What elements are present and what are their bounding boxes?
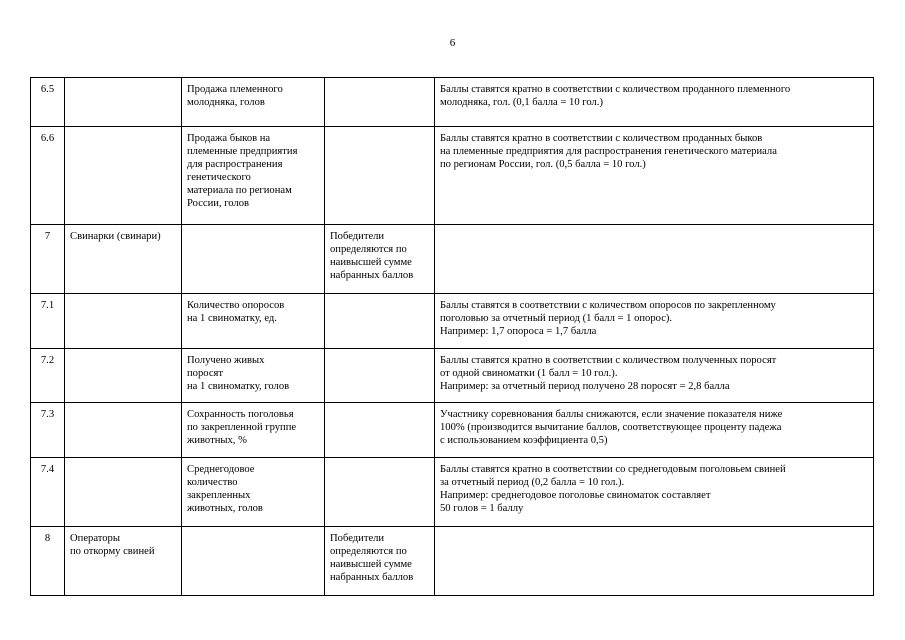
winners-cell xyxy=(325,349,435,403)
scoring-cell xyxy=(435,527,874,596)
indicator-cell xyxy=(182,527,325,596)
table-row xyxy=(31,458,874,527)
scoring-cell: Баллы ставятся кратно в соответствии с количеством проданного племенного молодняка, гол. (0,1 балла = 10 гол.) xyxy=(435,78,874,127)
row-number: 6.5 xyxy=(31,78,65,127)
row-number: 7 xyxy=(31,225,65,294)
row-number: 7.3 xyxy=(31,403,65,458)
table-row xyxy=(31,403,874,458)
category-cell xyxy=(65,127,182,225)
indicator-cell xyxy=(182,225,325,294)
indicator-cell: Сохранность поголовья по закрепленной группе животных, % xyxy=(182,403,325,458)
table-row xyxy=(31,294,874,349)
row-number: 6.6 xyxy=(31,127,65,225)
category-cell: Операторы по откорму свиней xyxy=(65,527,182,596)
category-cell xyxy=(65,78,182,127)
table-row xyxy=(31,225,874,294)
indicator-cell: Количество опоросов на 1 свиноматку, ед. xyxy=(182,294,325,349)
page-number: 6 xyxy=(449,37,456,49)
winners-cell xyxy=(325,403,435,458)
table-row xyxy=(31,127,874,225)
indicator-cell: Получено живых поросят на 1 свиноматку, голов xyxy=(182,349,325,403)
competition-criteria-table xyxy=(30,77,874,596)
category-cell xyxy=(65,458,182,527)
table-row xyxy=(31,78,874,127)
category-cell xyxy=(65,403,182,458)
indicator-cell: Продажа быков на племенные предприятия для распространения генетического материала по регионам России, голов xyxy=(182,127,325,225)
winners-cell xyxy=(325,294,435,349)
winners-cell xyxy=(325,78,435,127)
indicator-cell: Продажа племенного молодняка, голов xyxy=(182,78,325,127)
scoring-cell xyxy=(435,225,874,294)
winners-cell: Победители определяются по наивысшей сумме набранных баллов xyxy=(325,527,435,596)
category-cell: Свинарки (свинари) xyxy=(65,225,182,294)
indicator-cell: Среднегодовое количество закрепленных животных, голов xyxy=(182,458,325,527)
winners-cell xyxy=(325,458,435,527)
category-cell xyxy=(65,349,182,403)
table-row xyxy=(31,349,874,403)
winners-cell xyxy=(325,127,435,225)
scoring-cell: Баллы ставятся кратно в соответствии со среднегодовым поголовьем свиней за отчетный период (0,2 балла = 10 гол.). Например: среднегодовое поголовье свиноматок составляет 50 голов = 1 баллу xyxy=(435,458,874,527)
row-number: 7.2 xyxy=(31,349,65,403)
row-number: 7.1 xyxy=(31,294,65,349)
row-number: 8 xyxy=(31,527,65,596)
winners-cell: Победители определяются по наивысшей сумме набранных баллов xyxy=(325,225,435,294)
row-number: 7.4 xyxy=(31,458,65,527)
scoring-cell: Баллы ставятся в соответствии с количеством опоросов по закрепленному поголовью за отчетный период (1 балл = 1 опорос). Например: 1,7 опороса = 1,7 балла xyxy=(435,294,874,349)
category-cell xyxy=(65,294,182,349)
table-row xyxy=(31,527,874,596)
scoring-cell: Баллы ставятся кратно в соответствии с количеством проданных быков на племенные предприятия для распространения генетического материала по регионам России, гол. (0,5 балла = 10 гол.) xyxy=(435,127,874,225)
scoring-cell: Баллы ставятся кратно в соответствии с количеством полученных поросят от одной свиноматки (1 балл = 10 гол.). Например: за отчетный период получено 28 поросят = 2,8 балла xyxy=(435,349,874,403)
scoring-cell: Участнику соревнования баллы снижаются, если значение показателя ниже 100% (производится вычитание баллов, соответствующее проценту падежа с использованием коэффициента 0,5) xyxy=(435,403,874,458)
